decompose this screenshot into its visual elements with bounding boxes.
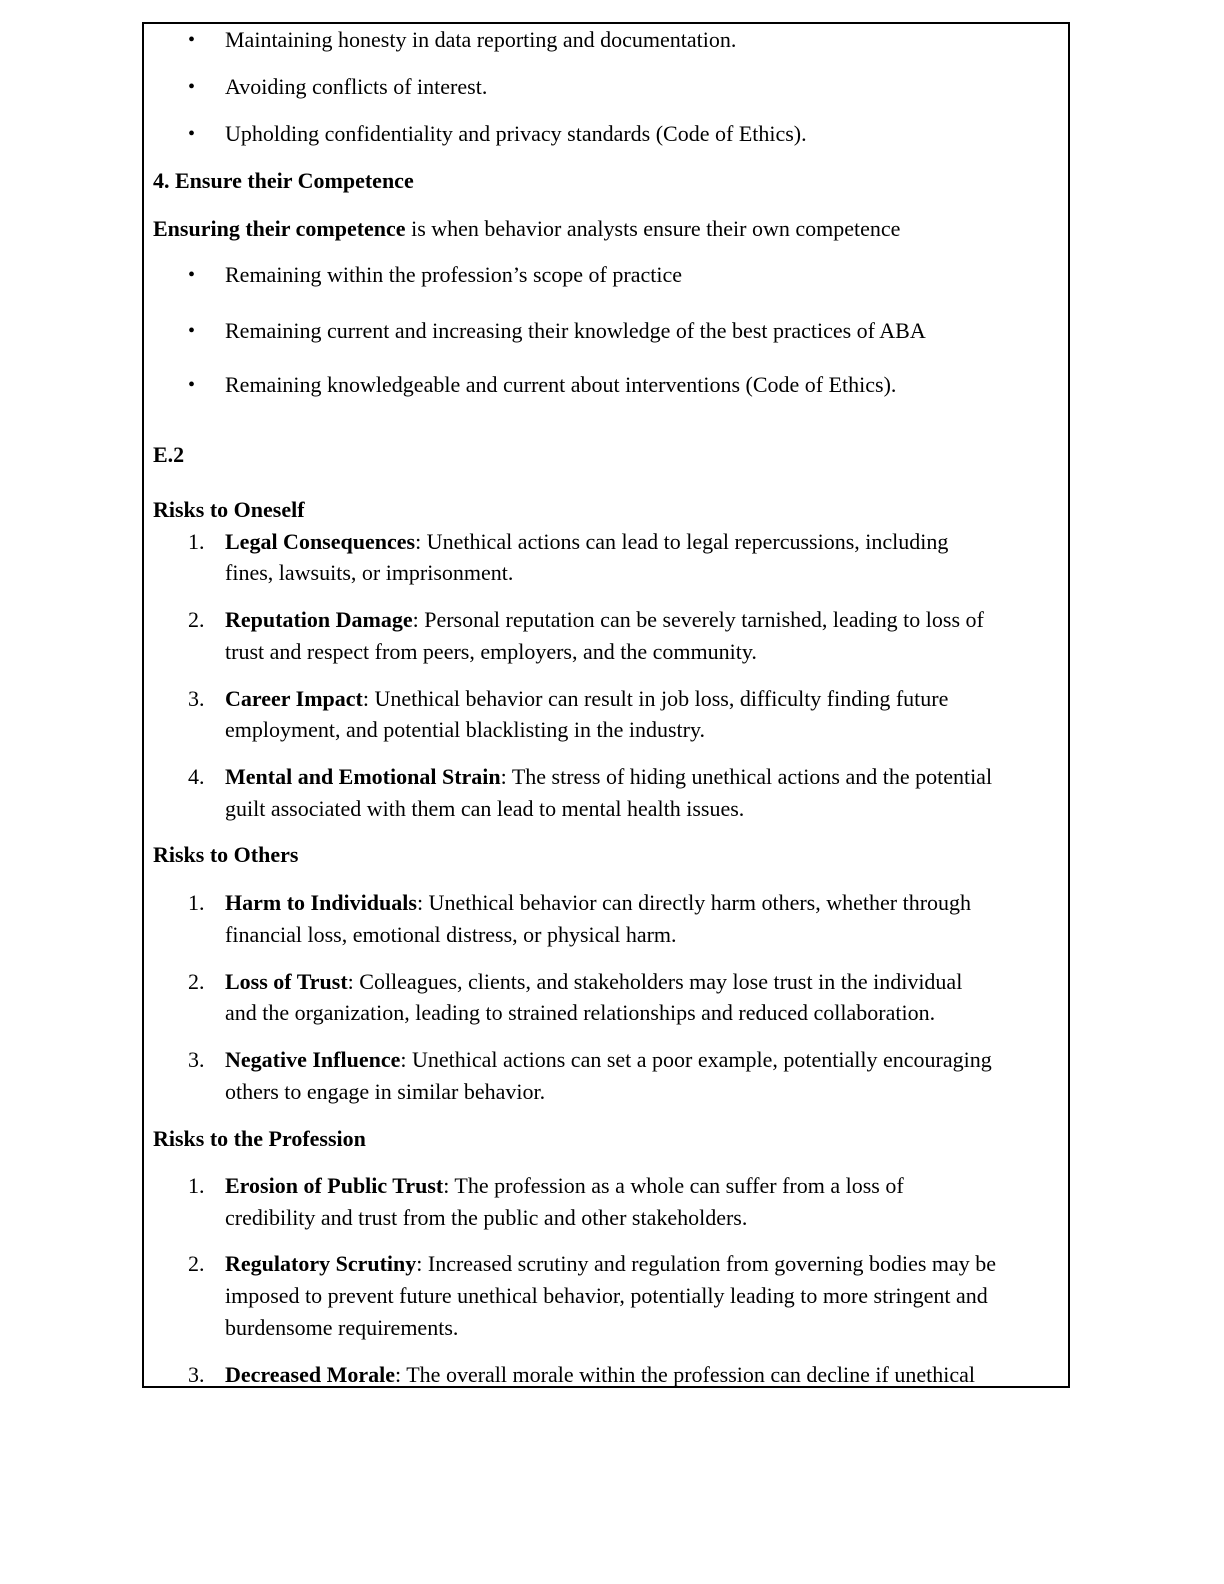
list-number: 2.: [188, 607, 205, 632]
lead-rest: is when behavior analysts ensure their own competence: [405, 216, 901, 241]
bullet-icon: •: [188, 29, 196, 51]
list-item-line: [225, 1172, 904, 1200]
list-term: Loss of Trust: [225, 969, 348, 994]
list-item-line: guilt associated with them can lead to mental health issues.: [225, 796, 745, 821]
list-item-line: [225, 606, 984, 634]
subsection-heading: Risks to Oneself: [153, 497, 305, 522]
list-text: : The stress of hiding unethical actions and the potential: [500, 764, 993, 789]
list-term: Negative Influence: [225, 1047, 401, 1072]
bullet-icon: •: [188, 264, 196, 286]
list-item: Remaining knowledgeable and current about interventions (Code of Ethics).: [225, 372, 897, 397]
list-item-line: financial loss, emotional distress, or physical harm.: [225, 922, 677, 947]
list-item-line: employment, and potential blacklisting in the industry.: [225, 717, 706, 742]
list-item-line: [225, 763, 992, 791]
list-term: Career Impact: [225, 686, 363, 711]
list-item-line: [225, 528, 948, 556]
list-number: 3.: [188, 1047, 205, 1072]
list-item-line: [225, 685, 948, 713]
list-item-line: [225, 1046, 992, 1074]
list-term: Decreased Morale: [225, 1362, 396, 1387]
lead-bold: Ensuring their competence: [153, 216, 406, 241]
list-text: : Unethical actions can lead to legal repercussions, including: [415, 529, 949, 554]
list-text: : The profession as a whole can suffer from a loss of: [443, 1173, 904, 1198]
list-number: 1.: [188, 529, 205, 554]
bullet-icon: •: [188, 123, 196, 145]
paragraph: [153, 215, 900, 243]
list-term: Regulatory Scrutiny: [225, 1251, 417, 1276]
subsection-heading: Risks to the Profession: [153, 1126, 366, 1151]
list-item: Maintaining honesty in data reporting and documentation.: [225, 27, 737, 52]
list-text: : Unethical behavior can result in job loss, difficulty finding future: [362, 686, 949, 711]
list-number: 2.: [188, 969, 205, 994]
list-item-line: [225, 968, 962, 996]
section-heading: E.2: [153, 442, 185, 467]
list-item: Remaining within the profession’s scope of practice: [225, 262, 682, 287]
list-item-line: and the organization, leading to strained relationships and reduced collaboration.: [225, 1000, 936, 1025]
bullet-icon: •: [188, 374, 196, 396]
subsection-heading: Risks to Others: [153, 842, 299, 867]
list-item: Remaining current and increasing their knowledge of the best practices of ABA: [225, 318, 926, 343]
list-item-line: credibility and trust from the public and other stakeholders.: [225, 1205, 748, 1230]
list-item-line: others to engage in similar behavior.: [225, 1079, 546, 1104]
list-text: : Colleagues, clients, and stakeholders may lose trust in the individual: [347, 969, 963, 994]
list-text: : The overall morale within the profession can decline if unethical: [395, 1362, 975, 1387]
list-text: : Unethical actions can set a poor example, potentially encouraging: [400, 1047, 992, 1072]
list-item-line: [225, 1250, 996, 1278]
list-number: 2.: [188, 1251, 205, 1276]
list-term: Harm to Individuals: [225, 890, 417, 915]
list-term: Legal Consequences: [225, 529, 416, 554]
list-number: 1.: [188, 1173, 205, 1198]
list-number: 1.: [188, 890, 205, 915]
list-item-line: trust and respect from peers, employers, and the community.: [225, 639, 757, 664]
list-item-line: imposed to prevent future unethical behavior, potentially leading to more stringent and: [225, 1283, 988, 1308]
list-item-line: [225, 1361, 975, 1388]
list-item-line: [225, 889, 971, 917]
list-text: : Unethical behavior can directly harm others, whether through: [416, 890, 972, 915]
list-item-line: fines, lawsuits, or imprisonment.: [225, 560, 514, 585]
bullet-icon: •: [188, 76, 196, 98]
list-text: : Increased scrutiny and regulation from governing bodies may be: [416, 1251, 997, 1276]
list-item: Avoiding conflicts of interest.: [225, 74, 488, 99]
list-number: 3.: [188, 686, 205, 711]
bullet-icon: •: [188, 320, 196, 342]
list-number: 4.: [188, 764, 205, 789]
list-term: Mental and Emotional Strain: [225, 764, 501, 789]
list-item-line: burdensome requirements.: [225, 1315, 459, 1340]
list-term: Erosion of Public Trust: [225, 1173, 444, 1198]
list-number: 3.: [188, 1362, 205, 1387]
section-heading: 4. Ensure their Competence: [153, 168, 414, 193]
list-text: : Personal reputation can be severely tarnished, leading to loss of: [412, 607, 984, 632]
document-frame: [142, 22, 1070, 1388]
list-item: Upholding confidentiality and privacy standards (Code of Ethics).: [225, 121, 807, 146]
list-term: Reputation Damage: [225, 607, 413, 632]
